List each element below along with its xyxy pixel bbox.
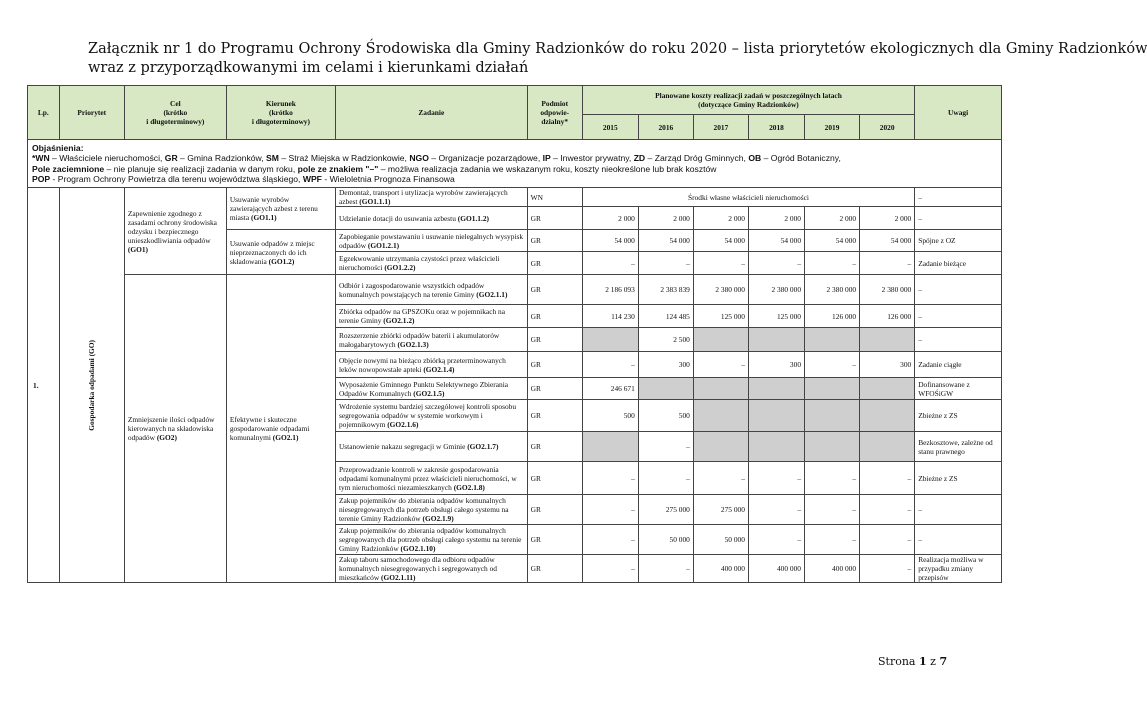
responsible-cell: GR — [527, 352, 582, 378]
remarks-cell: – — [915, 495, 1002, 525]
task-code: (GO2.1.7) — [467, 442, 499, 451]
document-title — [88, 40, 1147, 78]
task-code: (GO2.1.9) — [422, 514, 454, 523]
direction-go12 — [226, 230, 335, 275]
header-year: 2020 — [860, 115, 915, 140]
cell-text: Zmniejszenie ilości odpadów kierowanych na składowiska odpadów — [127, 415, 215, 442]
cost-cell: – — [693, 462, 748, 495]
cost-cell: 2 380 000 — [693, 275, 748, 305]
cost-cell: 2 380 000 — [860, 275, 915, 305]
title-line-2: wraz z przyporządkowanymi im celami i kierunkami działań — [88, 60, 529, 76]
header-cel-line: i długoterminowy) — [146, 117, 205, 126]
header-kierunek — [226, 86, 335, 140]
cost-cell: 54 000 — [805, 230, 860, 252]
cost-cell: 50 000 — [638, 525, 693, 555]
cost-cell — [805, 432, 860, 462]
legend-text: - Program Ochrony Powietrza dla terenu województwa śląskiego, — [50, 174, 303, 184]
task-code: (GO2.1.4) — [423, 364, 455, 374]
cost-cell: – — [748, 525, 804, 555]
legend-line-3 — [32, 174, 997, 185]
cost-cell: 300 — [748, 352, 804, 378]
responsible-cell: GR — [527, 378, 582, 400]
cost-cell: 54 000 — [582, 230, 638, 252]
cell-text: Zbiórka odpadów na GPSZOKu oraz w pojemnikach na terenie Gminy — [338, 307, 505, 325]
legend-text: - Wieloletnia Prognoza Finansowa — [321, 174, 455, 184]
remarks-cell: – — [915, 525, 1002, 555]
cost-cell: – — [693, 252, 748, 275]
task-cell — [335, 275, 527, 305]
legend-abbr-text: – Zarząd Dróg Gminnych, — [645, 153, 749, 163]
cell-text: Usuwanie wyrobów zawierających azbest z terenu miasta — [229, 195, 318, 222]
cell-text: Udzielanie dotacji do usuwania azbestu — [338, 213, 458, 223]
remarks-cell: – — [915, 305, 1002, 328]
merged-cost-cell: Środki własne właścicieli nieruchomości — [582, 188, 914, 207]
header-year: 2016 — [638, 115, 693, 140]
task-cell — [335, 305, 527, 328]
cost-cell: 125 000 — [693, 305, 748, 328]
task-code: (GO1.1) — [250, 213, 277, 222]
legend-abbr-code: *WN — [32, 153, 50, 163]
remarks-cell: – — [915, 207, 1002, 230]
task-cell — [335, 432, 527, 462]
task-code: (GO2.1.8) — [453, 482, 485, 492]
cost-cell — [748, 432, 804, 462]
legend-abbr-code: ZD — [633, 153, 646, 163]
legend-abbr-code: IP — [542, 153, 551, 163]
cost-cell: 400 000 — [748, 555, 804, 583]
cost-cell — [693, 378, 748, 400]
cell-text: Wdrożenie systemu bardziej szczegółowej kontroli sposobu segregowania odpadów w systemie workowym i pojemnikowym — [338, 402, 517, 429]
cell-text: Zakup pojemników do zbierania odpadów komunalnych segregowanych dla potrzeb obsługi całego systemu na terenie Gminy Radzionków — [338, 526, 522, 553]
title-line-1: Załącznik nr 1 do Programu Ochrony Środowiska dla Gminy Radzionków do roku 2020 – lista priorytetów ekologicznych dla Gminy Radzionków — [88, 41, 1147, 57]
page-footer — [878, 655, 947, 668]
responsible-cell: GR — [527, 252, 582, 275]
direction-go11 — [226, 188, 335, 230]
legend-abbreviations — [32, 153, 997, 164]
cost-cell — [638, 378, 693, 400]
cost-cell: – — [805, 495, 860, 525]
header-year: 2017 — [693, 115, 748, 140]
cost-cell: 126 000 — [805, 305, 860, 328]
cost-cell: 2 000 — [805, 207, 860, 230]
header-podmiot-line: dzialny* — [541, 117, 569, 126]
header-year: 2018 — [748, 115, 804, 140]
priority-label: Gospodarka odpadami (GO) — [87, 339, 97, 431]
cost-cell — [860, 328, 915, 352]
task-code: (GO2.1.6) — [387, 420, 419, 429]
task-cell — [335, 378, 527, 400]
cell-text: Zapewnienie zgodnego z zasadami ochrony środowiska odzysku i bezpiecznego unieszkodliwiania odpadów — [127, 208, 217, 245]
legend-term: Pole zaciemnione — [32, 163, 105, 174]
cost-cell: 275 000 — [693, 495, 748, 525]
task-code: (GO2.1.11) — [381, 573, 416, 582]
cell-text: Ustanowienie nakazu segregacji w Gminie — [338, 442, 468, 451]
cost-cell: 246 671 — [582, 378, 638, 400]
footer-page: 1 — [918, 655, 927, 668]
header-podmiot — [527, 86, 582, 140]
task-code: (GO1.2.1) — [367, 240, 400, 250]
responsible-cell: GR — [527, 495, 582, 525]
priority-cell — [59, 188, 124, 583]
cost-cell: – — [582, 352, 638, 378]
task-cell — [335, 352, 527, 378]
legend-abbr-code: OB — [748, 153, 762, 163]
task-code: (GO2.1.2) — [383, 316, 415, 325]
cost-cell: 400 000 — [693, 555, 748, 583]
header-podmiot-line: Podmiot — [541, 99, 569, 108]
legend-abbr-text: – Organizacje pozarządowe, — [428, 153, 543, 163]
cost-cell: 2 186 093 — [582, 275, 638, 305]
footer-sep: z — [926, 655, 940, 668]
cost-cell: – — [805, 462, 860, 495]
cell-text: Zapobieganie powstawaniu i usuwanie nielegalnych wysypisk odpadów — [338, 231, 524, 250]
cost-cell: 50 000 — [693, 525, 748, 555]
cell-text: Rozszerzenie zbiórki odpadów baterii i akumulatorów małogabarytowych — [338, 330, 500, 349]
cost-cell: 54 000 — [693, 230, 748, 252]
cost-cell — [860, 432, 915, 462]
responsible-cell: GR — [527, 462, 582, 495]
task-code: (GO2.1.5) — [413, 388, 445, 398]
remarks-cell: – — [915, 275, 1002, 305]
task-code: (GO1.2.2) — [384, 263, 416, 272]
responsible-cell: WN — [527, 188, 582, 207]
task-code: (GO1.1.1) — [359, 197, 391, 206]
cost-cell: 54 000 — [748, 230, 804, 252]
cell-text: Objęcie nowymi na bieżąco zbiórką przeterminowanych leków nowopowstałe apteki — [338, 355, 506, 374]
cost-cell: – — [748, 252, 804, 275]
cost-cell: – — [805, 525, 860, 555]
cost-cell: 125 000 — [748, 305, 804, 328]
cost-cell: – — [860, 555, 915, 583]
cost-cell: – — [860, 525, 915, 555]
cost-cell: – — [805, 252, 860, 275]
legend-abbr-text: – Straż Miejska w Radzionkowie, — [278, 153, 410, 163]
cost-cell: 2 500 — [638, 328, 693, 352]
header-cel-line: (krótko — [163, 108, 188, 117]
task-cell — [335, 525, 527, 555]
header-uwagi: Uwagi — [915, 86, 1002, 140]
responsible-cell: GR — [527, 207, 582, 230]
cost-cell: 300 — [638, 352, 693, 378]
remarks-cell: Realizacja możliwa w przypadku zmiany przepisów — [915, 555, 1002, 583]
header-cel — [124, 86, 226, 140]
remarks-cell: – — [915, 188, 1002, 207]
cost-cell: – — [748, 462, 804, 495]
cost-cell — [805, 328, 860, 352]
cost-cell: – — [582, 252, 638, 275]
cost-cell: 54 000 — [860, 230, 915, 252]
cost-cell: – — [638, 555, 693, 583]
legend-abbr-text: – Właściciele nieruchomości, — [49, 153, 165, 163]
remarks-cell: Zadanie ciągłe — [915, 352, 1002, 378]
table-row — [28, 188, 1002, 207]
header-kierunek-line: (krótko — [268, 108, 293, 117]
task-cell — [335, 230, 527, 252]
task-cell — [335, 188, 527, 207]
responsible-cell: GR — [527, 230, 582, 252]
remarks-cell: Zadanie bieżące — [915, 252, 1002, 275]
legend-text: – nie planuje się realizacji zadania w danym roku, — [104, 163, 298, 174]
header-lp: Lp. — [28, 86, 60, 140]
cost-cell: – — [638, 252, 693, 275]
cell-text: Efektywne i skuteczne gospodarowanie odpadami komunalnymi — [229, 415, 310, 442]
header-row — [28, 86, 1002, 115]
cost-cell: – — [805, 352, 860, 378]
cost-cell: 2 000 — [748, 207, 804, 230]
cell-text: Demontaż, transport i utylizacja wyrobów zawierających azbest — [338, 188, 508, 206]
legend-heading: Objaśnienia: — [32, 142, 84, 153]
responsible-cell: GR — [527, 328, 582, 352]
responsible-cell: GR — [527, 525, 582, 555]
header-planowane-line: (dotyczące Gminy Radzionków) — [698, 100, 799, 109]
task-cell — [335, 555, 527, 583]
header-priorytet: Priorytet — [59, 86, 124, 140]
cost-cell: 54 000 — [638, 230, 693, 252]
legend-term: pole ze znakiem "–" — [297, 163, 379, 174]
legend-abbr-code: SM — [266, 153, 279, 163]
cost-cell: 275 000 — [638, 495, 693, 525]
header-planowane — [582, 86, 914, 115]
cell-text: Odbiór i zagospodarowanie wszystkich odpadów komunalnych powstających na terenie Gminy — [338, 280, 485, 299]
task-code: (GO2) — [156, 433, 177, 442]
cost-cell: – — [638, 462, 693, 495]
cost-cell: 2 380 000 — [805, 275, 860, 305]
cost-cell — [748, 400, 804, 432]
task-cell — [335, 328, 527, 352]
remarks-cell: Dofinansowane z WFOŚiGW — [915, 378, 1002, 400]
cost-cell — [693, 432, 748, 462]
cost-cell — [748, 328, 804, 352]
cell-text: Zakup taboru samochodowego dla odbioru odpadów komunalnych niesegregowanych i segregowanych od mieszkańców — [338, 555, 497, 582]
cell-text: Przeprowadzanie kontroli w zakresie gospodarowania odpadami komunalnymi przez właścicieli nieruchomości, w tym nieruchomości niezamieszkanych — [338, 464, 517, 492]
legend-abbr-text: – Inwestor prywatny, — [550, 153, 634, 163]
goal-go2 — [124, 275, 226, 583]
cost-cell: – — [638, 432, 693, 462]
header-planowane-line: Planowane koszty realizacji zadań w poszczególnych latach — [655, 91, 842, 100]
task-code: (GO1) — [127, 244, 148, 254]
header-year: 2015 — [582, 115, 638, 140]
cost-cell: – — [748, 495, 804, 525]
header-zadanie: Zadanie — [335, 86, 527, 140]
cost-cell: 2 000 — [693, 207, 748, 230]
task-cell — [335, 400, 527, 432]
cost-cell: 114 230 — [582, 305, 638, 328]
cost-cell — [693, 328, 748, 352]
responsible-cell: GR — [527, 432, 582, 462]
task-code: (GO1.2) — [268, 256, 295, 266]
cost-cell: 500 — [638, 400, 693, 432]
responsible-cell: GR — [527, 555, 582, 583]
cost-cell: – — [860, 252, 915, 275]
header-kierunek-line: Kierunek — [265, 99, 296, 108]
remarks-cell: Bezkosztowe, zależne od stanu prawnego — [915, 432, 1002, 462]
lp-cell: 1. — [28, 188, 60, 583]
footer-prefix: Strona — [878, 655, 919, 668]
task-code: (GO2.1.1) — [476, 289, 508, 299]
cost-cell: 2 000 — [860, 207, 915, 230]
cost-cell: – — [693, 352, 748, 378]
task-code: (GO1.1.2) — [457, 213, 489, 223]
task-code: (GO2.1) — [272, 433, 299, 442]
table-row — [28, 275, 1002, 305]
cost-cell: 126 000 — [860, 305, 915, 328]
cost-cell — [860, 378, 915, 400]
direction-go21 — [226, 275, 335, 583]
footer-total: 7 — [939, 655, 948, 668]
header-cel-line: Cel — [170, 99, 181, 108]
task-code: (GO2.1.10) — [400, 544, 436, 553]
legend-line-2 — [32, 164, 997, 175]
remarks-cell: Zbieżne z ZS — [915, 400, 1002, 432]
cost-cell: 400 000 — [805, 555, 860, 583]
cell-text: Usuwanie odpadów z miejsc nieprzeznaczonych do ich składowania — [229, 238, 315, 266]
goal-go1 — [124, 188, 226, 275]
cell-text: Wyposażenie Gminnego Punktu Selektywnego Zbierania Odpadów Komunalnych — [338, 379, 509, 398]
legend-term: WPF — [302, 174, 322, 184]
cost-cell — [582, 328, 638, 352]
cost-cell: – — [582, 525, 638, 555]
cost-cell — [860, 400, 915, 432]
cost-cell: 2 000 — [582, 207, 638, 230]
remarks-cell: – — [915, 328, 1002, 352]
task-cell — [335, 252, 527, 275]
legend-cell — [28, 140, 1002, 188]
responsible-cell: GR — [527, 400, 582, 432]
header-year: 2019 — [805, 115, 860, 140]
task-cell — [335, 462, 527, 495]
legend-text: – możliwa realizacja zadania we wskazanym roku, koszty nieokreślone lub brak kosztów — [378, 163, 717, 174]
legend-abbr-text: – Ogród Botaniczny, — [761, 153, 841, 163]
remarks-cell: Spójne z OZ — [915, 230, 1002, 252]
header-kierunek-line: i długoterminowy) — [251, 117, 310, 126]
cost-cell — [748, 378, 804, 400]
header-podmiot-line: odpowie- — [540, 108, 570, 117]
legend-abbr-code: GR — [164, 153, 178, 163]
responsible-cell: GR — [527, 305, 582, 328]
cost-cell — [805, 378, 860, 400]
remarks-cell: Zbieżne z ZS — [915, 462, 1002, 495]
cost-cell: – — [582, 555, 638, 583]
cost-cell: – — [582, 495, 638, 525]
cost-cell: 2 380 000 — [748, 275, 804, 305]
legend-abbr-text: – Gmina Radzionków, — [177, 153, 267, 163]
task-code: (GO2.1.3) — [397, 339, 429, 349]
priority-table — [27, 85, 1002, 583]
task-cell — [335, 207, 527, 230]
cost-cell — [582, 432, 638, 462]
cost-cell: – — [582, 462, 638, 495]
legend-row — [28, 140, 1002, 188]
cost-cell — [693, 400, 748, 432]
cost-cell: 300 — [860, 352, 915, 378]
cost-cell: – — [860, 462, 915, 495]
cost-cell: 2 383 839 — [638, 275, 693, 305]
cost-cell: 124 485 — [638, 305, 693, 328]
cost-cell: 500 — [582, 400, 638, 432]
cost-cell: 2 000 — [638, 207, 693, 230]
task-cell — [335, 495, 527, 525]
cell-text: Zakup pojemników do zbierania odpadów komunalnych niesegregowanych dla potrzeb obsługi całego systemu na terenie Gminy Radzionków — [338, 496, 509, 523]
responsible-cell: GR — [527, 275, 582, 305]
cost-cell — [805, 400, 860, 432]
cost-cell: – — [860, 495, 915, 525]
cell-text: Egzekwowanie utrzymania czystości przez właścicieli nieruchomości — [338, 254, 500, 272]
legend-abbr-code: NGO — [409, 153, 429, 163]
legend-term: POP — [32, 174, 51, 184]
